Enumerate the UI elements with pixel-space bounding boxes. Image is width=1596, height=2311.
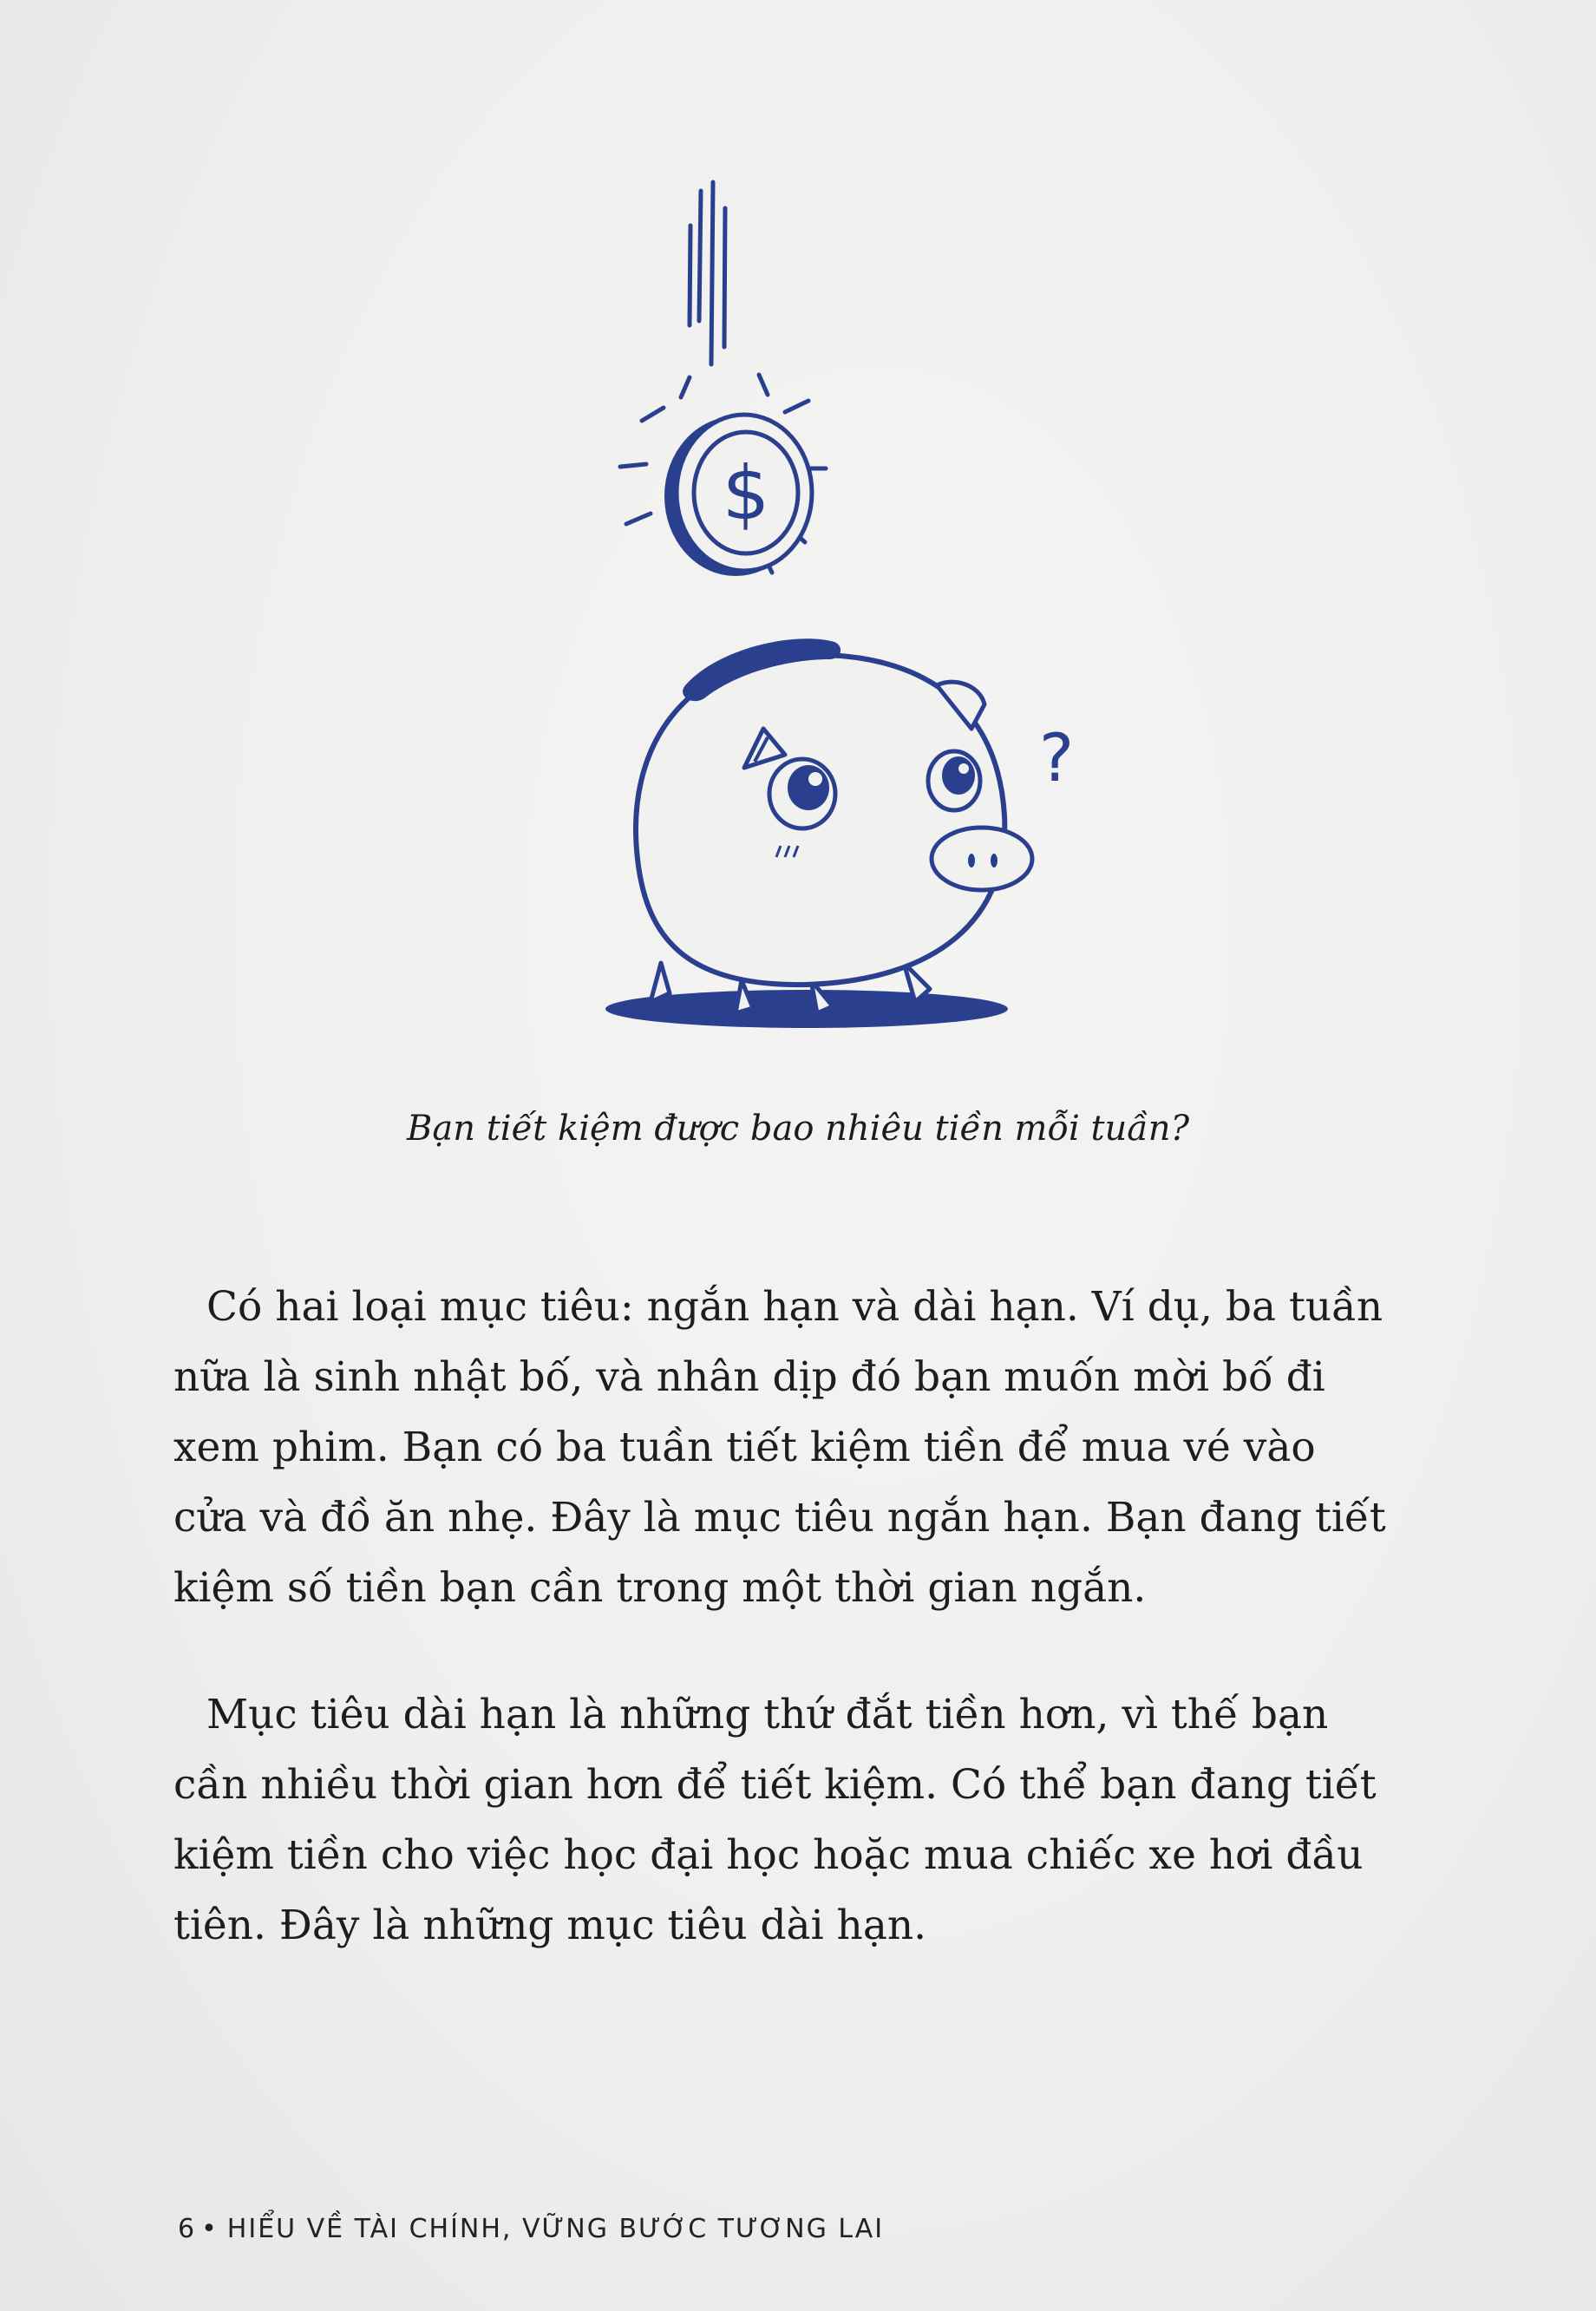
motion-lines bbox=[690, 182, 725, 364]
question-mark-icon: ? bbox=[1038, 719, 1075, 796]
page-number: 6 bbox=[178, 2214, 197, 2244]
text-line: cửa và đồ ăn nhẹ. Đây là mục tiêu ngắn hạn. Bạn đang tiết bbox=[173, 1494, 1386, 1542]
footer-separator: • bbox=[201, 2214, 219, 2244]
text-line: tiên. Đây là những mục tiêu dài hạn. bbox=[173, 1902, 927, 1949]
book-title: HIỂU VỀ TÀI CHÍNH, VỮNG BƯỚC TƯƠNG LAI bbox=[226, 2214, 885, 2244]
body-paragraph-2 bbox=[173, 1679, 1423, 1961]
text-line: cần nhiều thời gian hơn để tiết kiệm. Có thể bạn đang tiết bbox=[173, 1761, 1377, 1809]
body-paragraph-1 bbox=[173, 1272, 1423, 1623]
text-line: Có hai loại mục tiêu: ngắn hạn và dài hạn. Ví dụ, ba tuần bbox=[206, 1283, 1383, 1331]
illustration-caption: Bạn tiết kiệm được bao nhiêu tiền mỗi tuần? bbox=[406, 1109, 1190, 1149]
coin-dollar-icon bbox=[664, 415, 812, 576]
page-footer bbox=[178, 2214, 884, 2244]
text-line: xem phim. Bạn có ba tuần tiết kiệm tiền để mua vé vào bbox=[173, 1424, 1316, 1471]
piggy-bank-illustration bbox=[590, 173, 1076, 1041]
dollar-sign: $ bbox=[722, 450, 770, 537]
text-line: Mục tiêu dài hạn là những thứ đắt tiền hơn, vì thế bạn bbox=[206, 1691, 1329, 1738]
text-line: nữa là sinh nhật bố, và nhân dịp đó bạn muốn mời bố đi bbox=[173, 1353, 1325, 1401]
text-line: kiệm số tiền bạn cần trong một thời gian ngắn. bbox=[173, 1564, 1147, 1612]
piggy-bank-icon bbox=[636, 638, 1032, 1013]
text-line: kiệm tiền cho việc học đại học hoặc mua chiếc xe hơi đầu bbox=[173, 1831, 1364, 1879]
